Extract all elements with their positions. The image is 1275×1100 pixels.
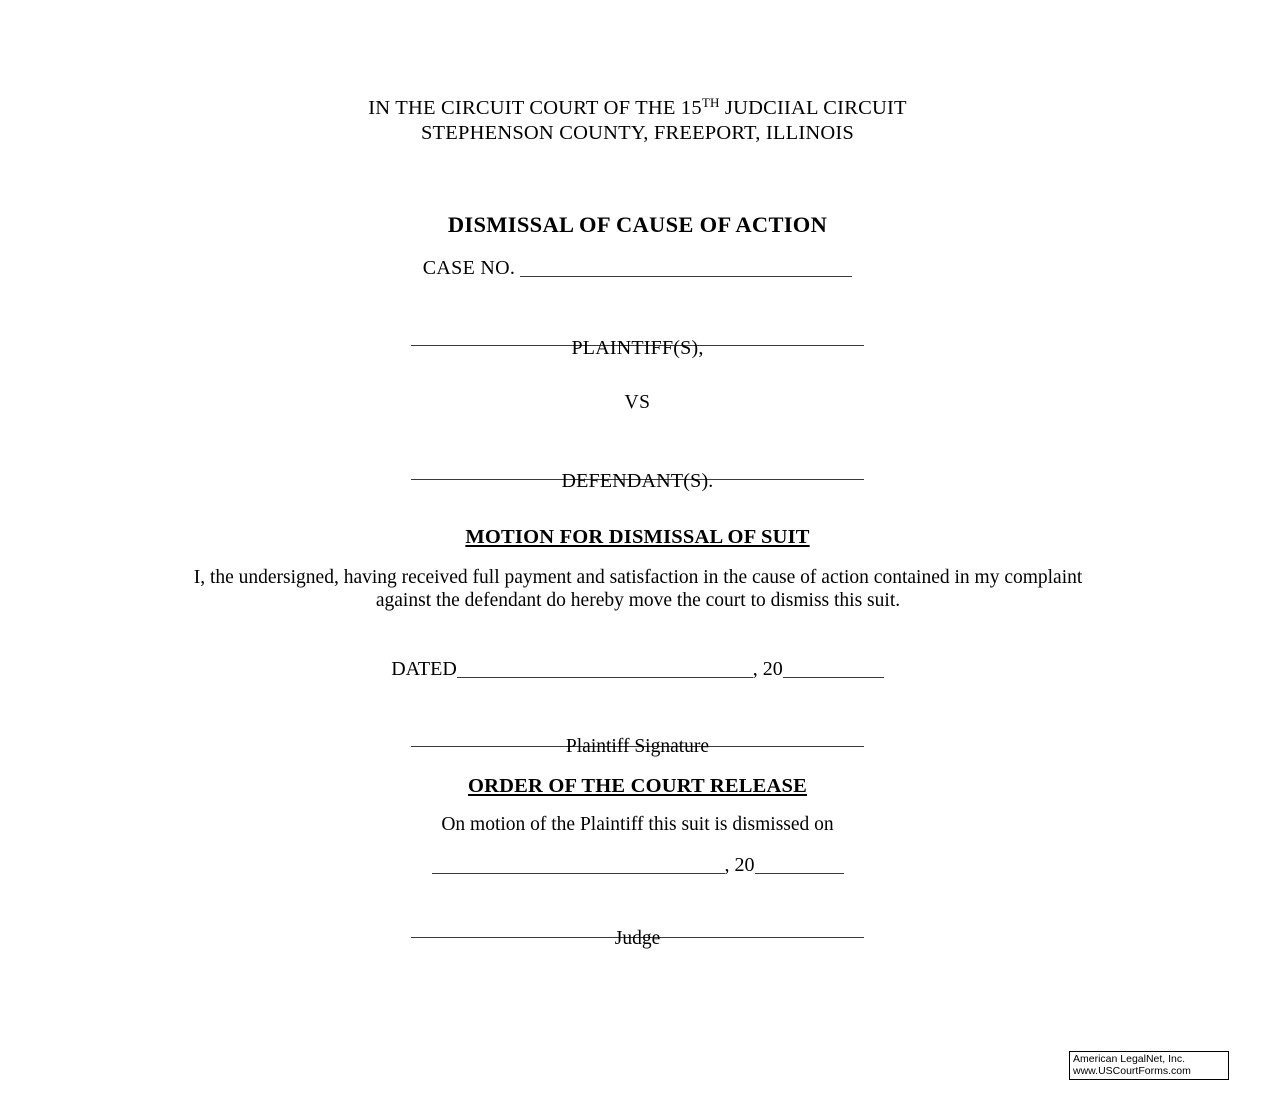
plaintiff-signature-label: Plaintiff Signature [565, 736, 710, 757]
dated-year-input[interactable] [783, 677, 884, 678]
motion-section-heading [0, 526, 1275, 549]
footer-stamp-company: American LegalNet, Inc. [1073, 1053, 1186, 1065]
motion-section-heading-text: MOTION FOR DISMISSAL OF SUIT [465, 526, 810, 548]
order-section-heading-text: ORDER OF THE COURT RELEASE [467, 775, 807, 797]
order-section-heading [0, 775, 1275, 798]
order-date-input[interactable] [432, 873, 725, 874]
case-number-row [0, 257, 1275, 280]
versus-label: VS [624, 392, 651, 413]
case-number-input[interactable] [520, 276, 852, 277]
footer-stamp-url: www.USCourtForms.com [1073, 1065, 1191, 1077]
court-header-line1-prefix: IN THE CIRCUIT COURT OF THE 15 [368, 97, 702, 119]
court-header [0, 96, 1275, 146]
defendant-label: DEFENDANT(S). [561, 470, 714, 492]
plaintiff-label: PLAINTIFF(S), [571, 337, 704, 359]
court-header-line1-suffix: JUDCIIAL CIRCUIT [719, 97, 907, 119]
order-year-input[interactable] [755, 873, 844, 874]
court-header-line2: STEPHENSON COUNTY, FREEPORT, ILLINOIS [420, 122, 855, 144]
footer-stamp [1069, 1051, 1229, 1080]
case-number-label: CASE NO. [422, 257, 516, 279]
motion-body-text: I, the undersigned, having received full payment and satisfaction in the cause of action contained in my complaint against the defendant do hereby move the court to dismiss this suit. [193, 567, 1083, 611]
order-year-prefix: , 20 [724, 854, 755, 876]
dated-label: DATED [391, 658, 457, 680]
order-date-row [0, 854, 1275, 877]
judge-label: Judge [614, 928, 661, 949]
ordinal-suffix: TH [701, 94, 720, 110]
page-title: DISMISSAL OF CAUSE OF ACTION [447, 212, 828, 237]
dated-input[interactable] [457, 677, 753, 678]
order-body-text: On motion of the Plaintiff this suit is dismissed on [441, 814, 834, 835]
dated-row [0, 658, 1275, 681]
dated-year-prefix: , 20 [752, 658, 783, 680]
